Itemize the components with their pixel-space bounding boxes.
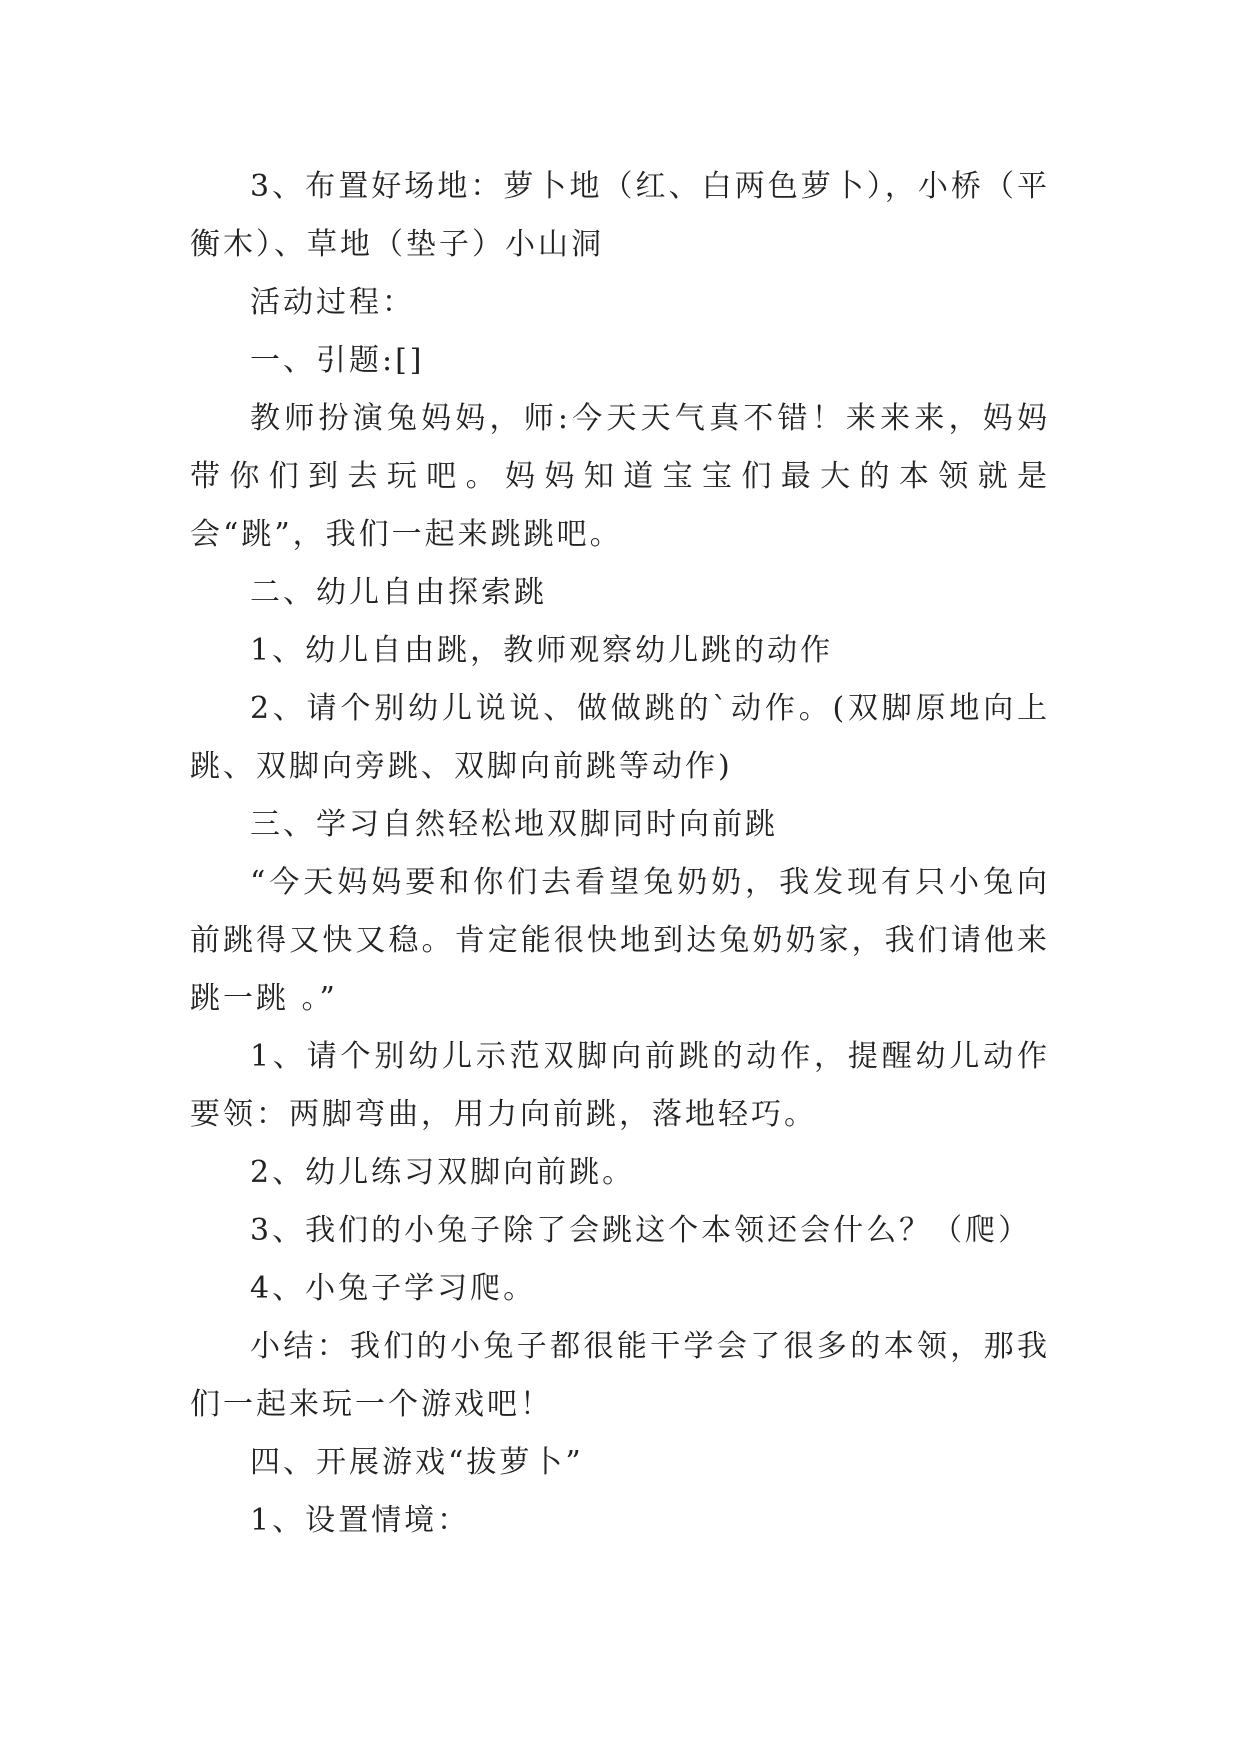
paragraph: 1、设置情境： — [250, 1503, 471, 1538]
paragraph: 4、小兔子学习爬。 — [250, 1271, 537, 1306]
paragraph: 三、学习自然轻松地双脚同时向前跳 — [250, 807, 778, 842]
paragraph: 3、我们的小兔子除了会跳这个本领还会什么？（爬） — [250, 1213, 1032, 1248]
paragraph: 教师扮演兔妈妈，师:今天天气真不错！来来来，妈妈带你们到去玩吧。妈妈知道宝宝们最大的本领就是会“跳”，我们一起来跳跳吧。 — [190, 401, 1050, 552]
paragraph: 2、幼儿练习双脚向前跳。 — [250, 1155, 636, 1190]
paragraph: 2、请个别幼儿说说、做做跳的`动作。(双脚原地向上跳、双脚向旁跳、双脚向前跳等动作) — [190, 691, 1050, 784]
paragraph: 3、布置好场地：萝卜地（红、白两色萝卜），小桥（平衡木）、草地（垫子）小山洞 — [190, 169, 1050, 262]
paragraph: 1、幼儿自由跳，教师观察幼儿跳的动作 — [250, 633, 834, 668]
paragraph: 二、幼儿自由探索跳 — [250, 575, 547, 610]
paragraph: 1、请个别幼儿示范双脚向前跳的动作，提醒幼儿动作要领：两脚弯曲，用力向前跳，落地轻巧。 — [190, 1039, 1050, 1132]
document-body — [190, 158, 1050, 1550]
paragraph: 小结：我们的小兔子都很能干学会了很多的本领，那我们一起来玩一个游戏吧！ — [190, 1329, 1050, 1422]
paragraph: “今天妈妈要和你们去看望兔奶奶，我发现有只小兔向前跳得又快又稳。肯定能很快地到达兔奶奶家，我们请他来跳一跳 。” — [190, 865, 1050, 1016]
paragraph: 活动过程： — [250, 285, 415, 320]
paragraph: 四、开展游戏“拔萝卜” — [250, 1445, 584, 1480]
paragraph: 一、引题:[] — [250, 343, 425, 378]
